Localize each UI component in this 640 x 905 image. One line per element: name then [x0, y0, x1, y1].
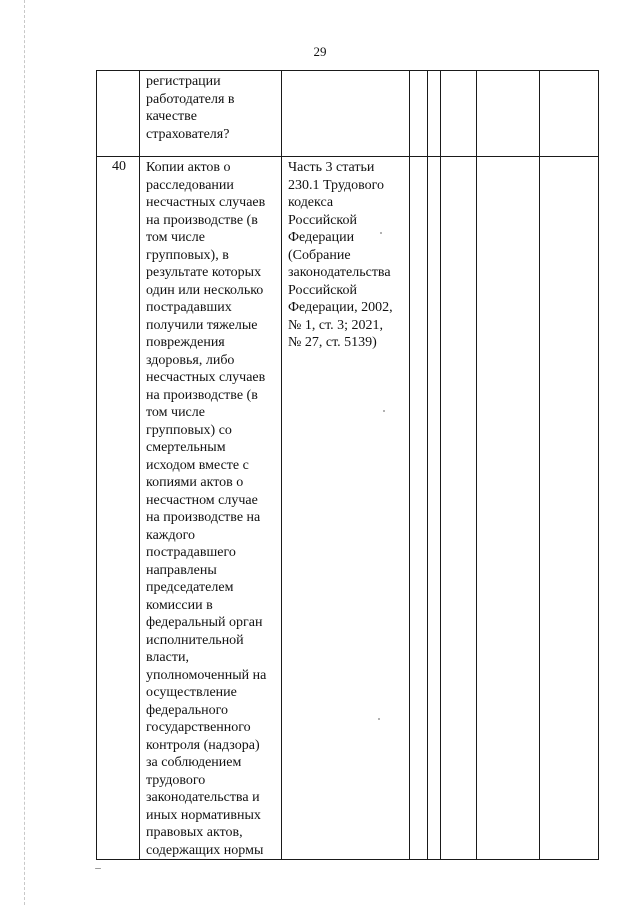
- answer-cell-5: [540, 71, 599, 157]
- question-cell: [140, 71, 282, 157]
- table-row: [97, 157, 599, 860]
- scan-edge-line: [24, 0, 25, 905]
- answer-cell-2: [428, 157, 441, 860]
- answer-cell-3: [441, 157, 477, 860]
- scan-speck: [95, 868, 101, 869]
- question-cell: [140, 157, 282, 860]
- row-number-cell: [97, 71, 140, 157]
- answer-cell-4: [477, 157, 540, 860]
- legal-basis-cell: [282, 71, 410, 157]
- answer-cell-4: [477, 71, 540, 157]
- legal-basis-cell: [282, 157, 410, 860]
- table-row: [97, 71, 599, 157]
- answer-cell-1: [410, 71, 428, 157]
- row-number-cell: [97, 157, 140, 860]
- question-text: Копии актов о расследовании несчастных случаев на производстве (в том числе групповых), в результате которых один или несколько пострадавших получили тяжелые повреждения здоровья, либо несчастных случаев на производстве (в том числе групповых) со смертельным исходом вместе с копиями актов о несчастном случае на производстве на каждого пострадавшего направлены председателем комиссии в федеральный орган исполнительной власти, уполномоченный на осуществление федерального государственного контроля (надзора) за соблюдением трудового законодательства и иных нормативных правовых актов, содержащих нормы: [146, 160, 267, 858]
- answer-cell-2: [428, 71, 441, 157]
- row-number: 40: [112, 159, 126, 174]
- row-number: [97, 71, 139, 72]
- answer-cell-1: [410, 157, 428, 860]
- answer-cell-3: [441, 71, 477, 157]
- legal-basis-text: [282, 71, 409, 73]
- answer-cell-5: [540, 157, 599, 860]
- scan-speck: [383, 410, 385, 412]
- scan-speck: [380, 232, 382, 234]
- page-number: 29: [313, 44, 327, 59]
- legal-basis-text: Часть 3 статьи 230.1 Трудового кодекса Российской Федерации (Собрание законодательства Российской Федерации, 2002, № 1, ст. 3; 2021, № 27, ст. 5139): [288, 160, 393, 350]
- requirements-table: [96, 70, 599, 860]
- scan-speck: [378, 718, 380, 720]
- question-text: регистрации работодателя в качестве страхователя?: [146, 74, 235, 142]
